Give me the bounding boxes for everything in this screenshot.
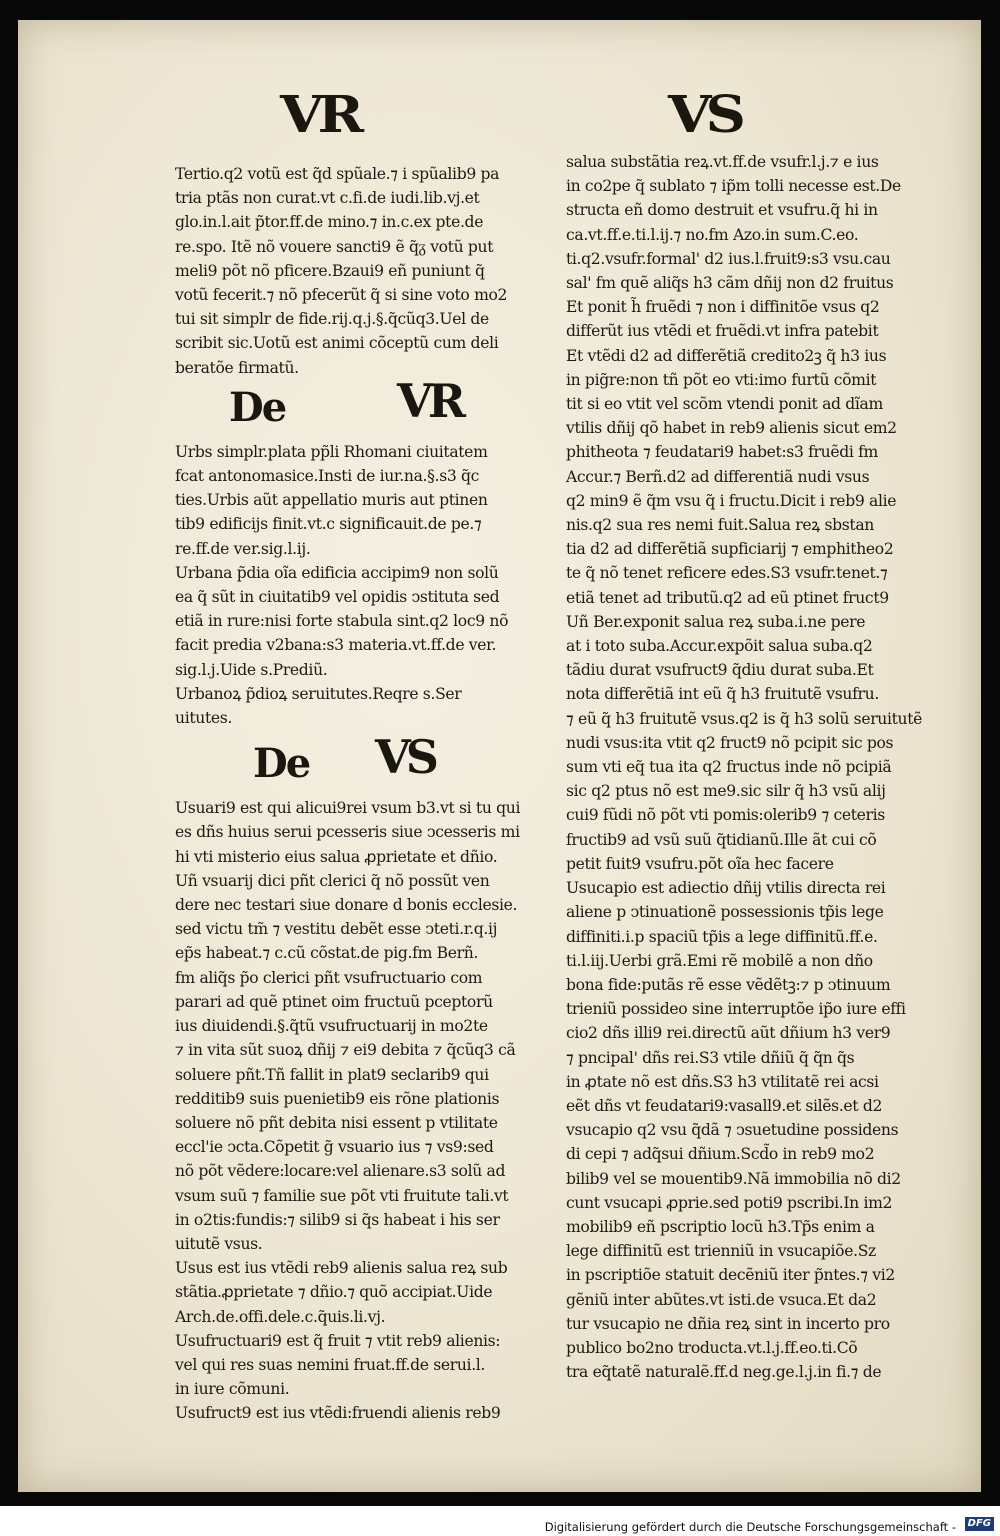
text-line: glo.in.l.ait p̃tor.ff.de mino.⁊ in.c.ex pte.de [175, 213, 484, 232]
text-line: cui9 fũdi nõ põt vti pomis:olerib9 ⁊ ceteris [566, 806, 885, 825]
text-line: trieniũ possideo sine interruptõe ip̃o iure effi [566, 1000, 906, 1019]
text-line: Urbanoꝝ p̃dioꝝ seruitutes.Reqre s.Ser [175, 684, 462, 703]
text-line: re.ff.de ver.sig.l.ij. [175, 539, 311, 558]
text-line: ties.Urbis aũt appellatio muris aut ptinen [175, 491, 488, 510]
text-line: Arch.de.offi.dele.c.q̃uis.li.vj. [175, 1307, 386, 1326]
left-block-3 [175, 796, 555, 1425]
text-line: in iure cõmuni. [175, 1380, 290, 1399]
manuscript-page [18, 20, 981, 1492]
text-line: Usufruct9 est ius vtẽdi:fruendi alienis reb9 [175, 1404, 501, 1423]
section-heading-letters: VR [397, 373, 461, 428]
text-line: cio2 dñs illi9 rei.directũ aũt dñium h3 ver9 [566, 1024, 891, 1043]
text-line: ea q̃ sũt in ciuitatib9 vel opidis ↄstituta sed [175, 588, 500, 607]
text-line: di cepi ⁊ adq̃sui dñium.Scd̃o in reb9 mo2 [566, 1145, 875, 1164]
right-running-header [668, 85, 740, 144]
text-line: scribit sic.Uotũ est animi cõceptũ cum deli [175, 334, 499, 353]
dfg-logo: DFG [965, 1517, 994, 1531]
text-line: in ꝓtate nõ est dñs.S3 h3 vtilitatẽ rei acsi [566, 1072, 879, 1091]
text-line: fm aliq̃s p̃o clerici pñt vsufructuario com [175, 968, 483, 987]
text-line: tria ptãs non curat.vt c.fi.de iudi.lib.vj.et [175, 189, 480, 208]
text-line: votũ fecerit.⁊ nõ pfecerũt q̃ si sine voto mo2 [175, 286, 508, 305]
text-line: redditib9 suis puenietib9 eis rõne plationis [175, 1089, 500, 1108]
text-line: salua substãtia reꝝ.vt.ff.de vsufr.l.j.⁊ e ius [566, 153, 879, 171]
text-line: eccl'ie ↄcta.Cõpetit g̃ vsuario ius ⁊ vs9:sed [175, 1138, 494, 1157]
text-line: soluere nõ pñt debita nisi essent p vtilitate [175, 1113, 498, 1132]
text-line: Accur.⁊ Berñ.d2 ad differentiã nudi vsus [566, 467, 870, 486]
text-line: sic q2 ptus nõ est me9.sic silr q̃ h3 vsũ alij [566, 782, 886, 801]
text-line: ⁊ eũ q̃ h3 fruitutẽ vsus.q2 is q̃ h3 solũ seruitutẽ [566, 709, 923, 728]
text-line: publico bo2no troducta.vt.l.j.ff.eo.ti.Cõ [566, 1338, 858, 1357]
text-line: es dñs huius serui pcesseris siue ↄcesseris mi [175, 823, 520, 842]
text-line: vsucapio q2 vsu q̃dã ⁊ ↄsuetudine possidens [566, 1121, 899, 1140]
text-line: uitutẽ vsus. [175, 1234, 263, 1253]
text-line: in pscriptiõe statuit decẽniũ iter p̃ntes.⁊ vi2 [566, 1266, 895, 1285]
section-heading-de: De [229, 383, 286, 431]
left-text-column [175, 162, 555, 1426]
text-line: tãdiu durat vsufruct9 q̃diu durat suba.Et [566, 661, 874, 680]
text-line: ep̃s habeat.⁊ c.cũ cõstat.de pig.fm Berñ. [175, 944, 479, 963]
text-line: Et vtẽdi d2 ad differẽtiã credito2ꝫ q̃ h3 ius [566, 346, 887, 365]
text-line: sig.l.j.Uide s.Prediũ. [175, 660, 328, 679]
text-line: Tertio.q2 votũ est q̃d spũale.⁊ i spũalib9 pa [175, 165, 500, 183]
text-line: tur vsucapio ne dñia reꝝ sint in incerto pro [566, 1314, 890, 1333]
text-line: nudi vsus:ita vtit q2 fruct9 nõ pcipit sic pos [566, 733, 894, 752]
text-line: q2 min9 ẽ q̃m vsu q̃ i fructu.Dicit i reb9 alie [566, 491, 897, 510]
text-line: bona fide:putãs rẽ esse vẽdẽtꝫ:⁊ p ↄtinuum [566, 975, 891, 994]
text-line: meli9 põt nõ pficere.Bzaui9 eñ puniunt q̃ [175, 261, 485, 280]
right-block [566, 150, 966, 1384]
text-line: nis.q2 sua res nemi fuit.Salua reꝝ sbstan [566, 516, 874, 535]
text-line: Uñ Ber.exponit salua reꝝ suba.i.ne pere [566, 612, 866, 631]
text-line: Urbana p̃dia oĩa edificia accipim9 non solũ [175, 563, 499, 582]
text-line: re.spo. Itẽ nõ vouere sancti9 ẽ q̃ᵹ votũ put [175, 237, 494, 256]
text-line: in co2pe q̃ sublato ⁊ ip̃m tolli necesse est.De [566, 177, 901, 196]
section-heading-vr [175, 373, 555, 440]
text-line: ⁊ pncipal' dñs rei.S3 vtile dñiũ q̃ q̃n q̃s [566, 1048, 855, 1067]
text-line: te q̃ nõ tenet reficere edes.S3 vsufr.tenet.⁊ [566, 564, 888, 583]
text-line: in o2tis:fundis:⁊ silib9 si q̃s habeat i his ser [175, 1210, 500, 1229]
left-block-1 [175, 162, 555, 380]
text-line: fcat antonomasice.Insti de iur.na.§.s3 q̃c [175, 467, 480, 486]
text-line: vel qui res suas nemini fruat.ff.de serui.l. [175, 1355, 486, 1374]
text-line: Usufructuari9 est q̃ fruit ⁊ vtit reb9 alienis: [175, 1331, 501, 1350]
right-text-column [566, 150, 966, 1384]
text-line: sal' fm quẽ aliq̃s h3 cãm dñij non d2 fruitus [566, 274, 894, 293]
text-line: uitutes. [175, 709, 232, 728]
text-line: stãtia.ꝓprietate ⁊ dñio.⁊ quõ accipiat.Uide [175, 1283, 493, 1302]
text-line: ti.l.iij.Uerbi grã.Emi rẽ mobilẽ a non dño [566, 951, 873, 970]
left-block-2 [175, 440, 555, 730]
text-line: structa eñ domo destruit et vsufru.q̃ hi in [566, 201, 878, 220]
text-line: lege diffinitũ est trienniũ in vsucapiõe.Sz [566, 1242, 876, 1261]
text-line: tui sit simplr de fide.rij.q.j.§.q̃cũq3.Uel de [175, 310, 489, 329]
text-line: Et ponit h̃ fruẽdi ⁊ non i diffinitõe vsus q2 [566, 298, 880, 317]
text-line: diffiniti.i.p spaciũ tp̃is a lege diffinitũ.ff.e. [566, 927, 878, 946]
section-heading-de: De [253, 740, 310, 788]
text-line: bilib9 vel se mouentib9.Nã immobilia nõ di2 [566, 1169, 901, 1188]
text-line: mobilib9 eñ pscriptio locũ h3.Tp̃s enim a [566, 1217, 875, 1236]
text-line: ti.q2.vsufr.formal' d2 ius.l.fruit9:s3 vsu.cau [566, 249, 891, 268]
text-line: Uñ vsuarij dici pñt clerici q̃ nõ possũt ven [175, 871, 490, 890]
text-line: tib9 edificijs finit.vt.c significauit.de pe.⁊ [175, 515, 482, 534]
right-header-letters: VS [668, 85, 740, 145]
text-line: phitheota ⁊ feudatari9 habet:s3 fruẽdi fm [566, 443, 878, 462]
text-line: ⁊ in vita sũt suoꝝ dñij ⁊ ei9 debita ⁊ q̃cũq3 cã [175, 1041, 516, 1060]
text-line: Usuari9 est qui alicui9rei vsum b3.vt si tu qui [175, 799, 521, 818]
text-line: sum vti eq̃ tua ita q2 fructus inde nõ pcipiã [566, 758, 892, 777]
text-line: etiã tenet ad tributũ.q2 ad eũ ptinet fruct9 [566, 588, 889, 607]
text-line: beratõe firmatũ. [175, 358, 299, 377]
left-running-header [280, 85, 358, 144]
text-line: tia d2 ad differẽtiã supficiarij ⁊ emphitheo2 [566, 540, 894, 559]
section-heading-letters: VS [375, 730, 434, 785]
text-line: vtilis dñij qõ habet in reb9 alienis sicut em2 [566, 419, 897, 438]
text-line: petit fuit9 vsufru.põt oĩa hec facere [566, 854, 834, 873]
text-line: facit predia v2bana:s3 materia.vt.ff.de ver. [175, 636, 497, 655]
text-line: dere nec testari siue donare d bonis ecclesie. [175, 896, 518, 915]
text-line: Usucapio est adiectio dñij vtilis directa rei [566, 879, 886, 898]
text-line: fructib9 ad vsũ suũ q̃tidianũ.Ille ãt cui cõ [566, 830, 877, 849]
text-line: parari ad quẽ ptinet oim fructuũ pceptorũ [175, 992, 493, 1011]
text-line: eẽt dñs vt feudatari9:vasall9.et silẽs.et d2 [566, 1096, 883, 1115]
text-line: cunt vsucapi ꝓprie.sed poti9 pscribi.In im2 [566, 1193, 893, 1212]
text-line: nõ põt vẽdere:locare:vel alienare.s3 solũ ad [175, 1162, 506, 1181]
text-line: hi vti misterio eius salua ꝓprietate et dñio. [175, 847, 498, 866]
text-line: soluere pñt.Tñ fallit in plat9 seclarib9 qui [175, 1065, 489, 1084]
text-line: aliene p ↄtinuationẽ possessionis tp̃is lege [566, 903, 884, 922]
text-line: ca.vt.ff.e.ti.l.ij.⁊ no.fm Azo.in sum.C.eo. [566, 225, 859, 244]
text-line: in pig̃re:non tñ põt eo vti:imo furtũ cõmit [566, 370, 877, 389]
text-line: gẽniũ inter abũtes.vt isti.de vsuca.Et da2 [566, 1290, 877, 1309]
text-line: at i toto suba.Accur.expõit salua suba.q2 [566, 637, 873, 656]
text-line: nota differẽtiã int eũ q̃ h3 fruitutẽ vsufru. [566, 685, 879, 704]
text-line: tit si eo vtit vel scõm vtendi ponit ad dĩam [566, 395, 883, 414]
section-heading-vs [175, 730, 555, 796]
text-line: Urbs simplr.plata pp̃li Rhomani ciuitatem [175, 442, 488, 461]
text-line: differũt ius vtẽdi et fruẽdi.vt infra patebit [566, 322, 879, 341]
text-line: Usus est ius vtẽdi reb9 alienis salua reꝝ sub [175, 1259, 508, 1278]
left-header-letters: VR [280, 85, 358, 145]
text-line: etiã in rure:nisi forte stabula sint.q2 loc9 nõ [175, 612, 509, 631]
text-line: vsum suũ ⁊ familie sue põt vti fruitute tali.vt [175, 1186, 509, 1205]
text-line: ius diuidendi.§.q̃tũ vsufructuarij in mo2te [175, 1017, 488, 1036]
text-line: tra eq̃tatẽ naturalẽ.ff.d neg.ge.l.j.in fi.⁊ de [566, 1363, 882, 1382]
footer-credit: Digitalisierung gefördert durch die Deutsche Forschungsgemeinschaft - [544, 1520, 956, 1534]
text-line: sed victu tm̃ ⁊ vestitu debẽt esse ↄteti.r.q.ij [175, 920, 498, 939]
